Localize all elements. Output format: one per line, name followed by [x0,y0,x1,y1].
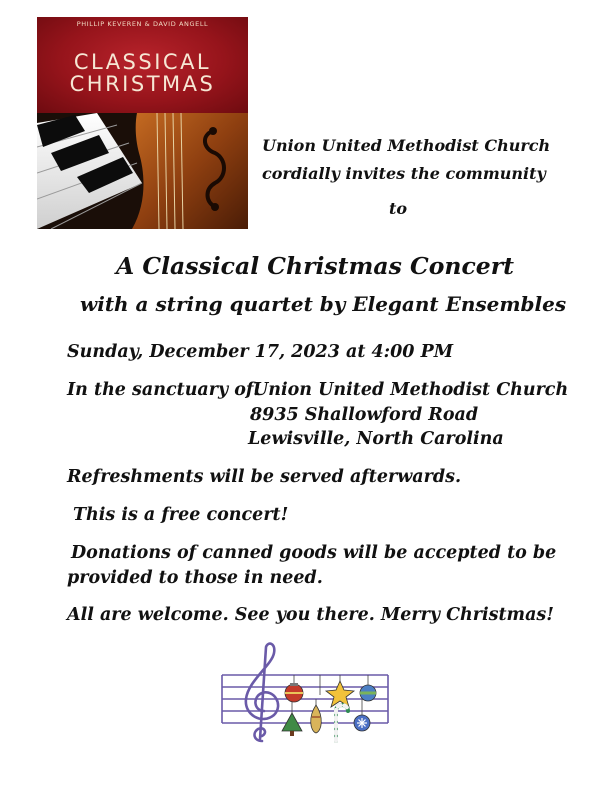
donations-line-2: provided to those in need. [67,568,323,588]
closing-message: All are welcome. See you there. Merry Christmas! [67,605,554,625]
concert-title: A Classical Christmas Concert [116,252,514,280]
location-label: In the sanctuary of: [67,380,260,400]
free-concert-note: This is a free concert! [73,505,289,525]
cover-authors: PHILLIP KEVEREN & DAVID ANGELL [76,20,209,28]
concert-subtitle: with a string quartet by Elegant Ensembles [80,292,567,316]
refreshments-note: Refreshments will be served afterwards. [67,467,462,487]
album-cover-image [37,17,248,229]
treble-clef-staff-icon [218,641,390,746]
cover-title [37,51,248,95]
invitation-line-1: Union United Methodist Church [262,136,551,155]
address-street: 8935 Shallowford Road [250,405,479,425]
cover-title-line2: CHRISTMAS [69,72,216,96]
address-city: Lewisville, North Carolina [248,429,504,449]
cover-title-line1: CLASSICAL [73,50,212,74]
invitation-line-3: to [389,199,408,218]
invitation-line-2: cordially invites the community [262,164,546,183]
donations-line-1: Donations of canned goods will be accepted to be [71,543,557,563]
location-name: Union United Methodist Church [253,380,569,400]
event-date-time: Sunday, December 17, 2023 at 4:00 PM [67,342,454,362]
piano-cello-icon [37,113,248,229]
